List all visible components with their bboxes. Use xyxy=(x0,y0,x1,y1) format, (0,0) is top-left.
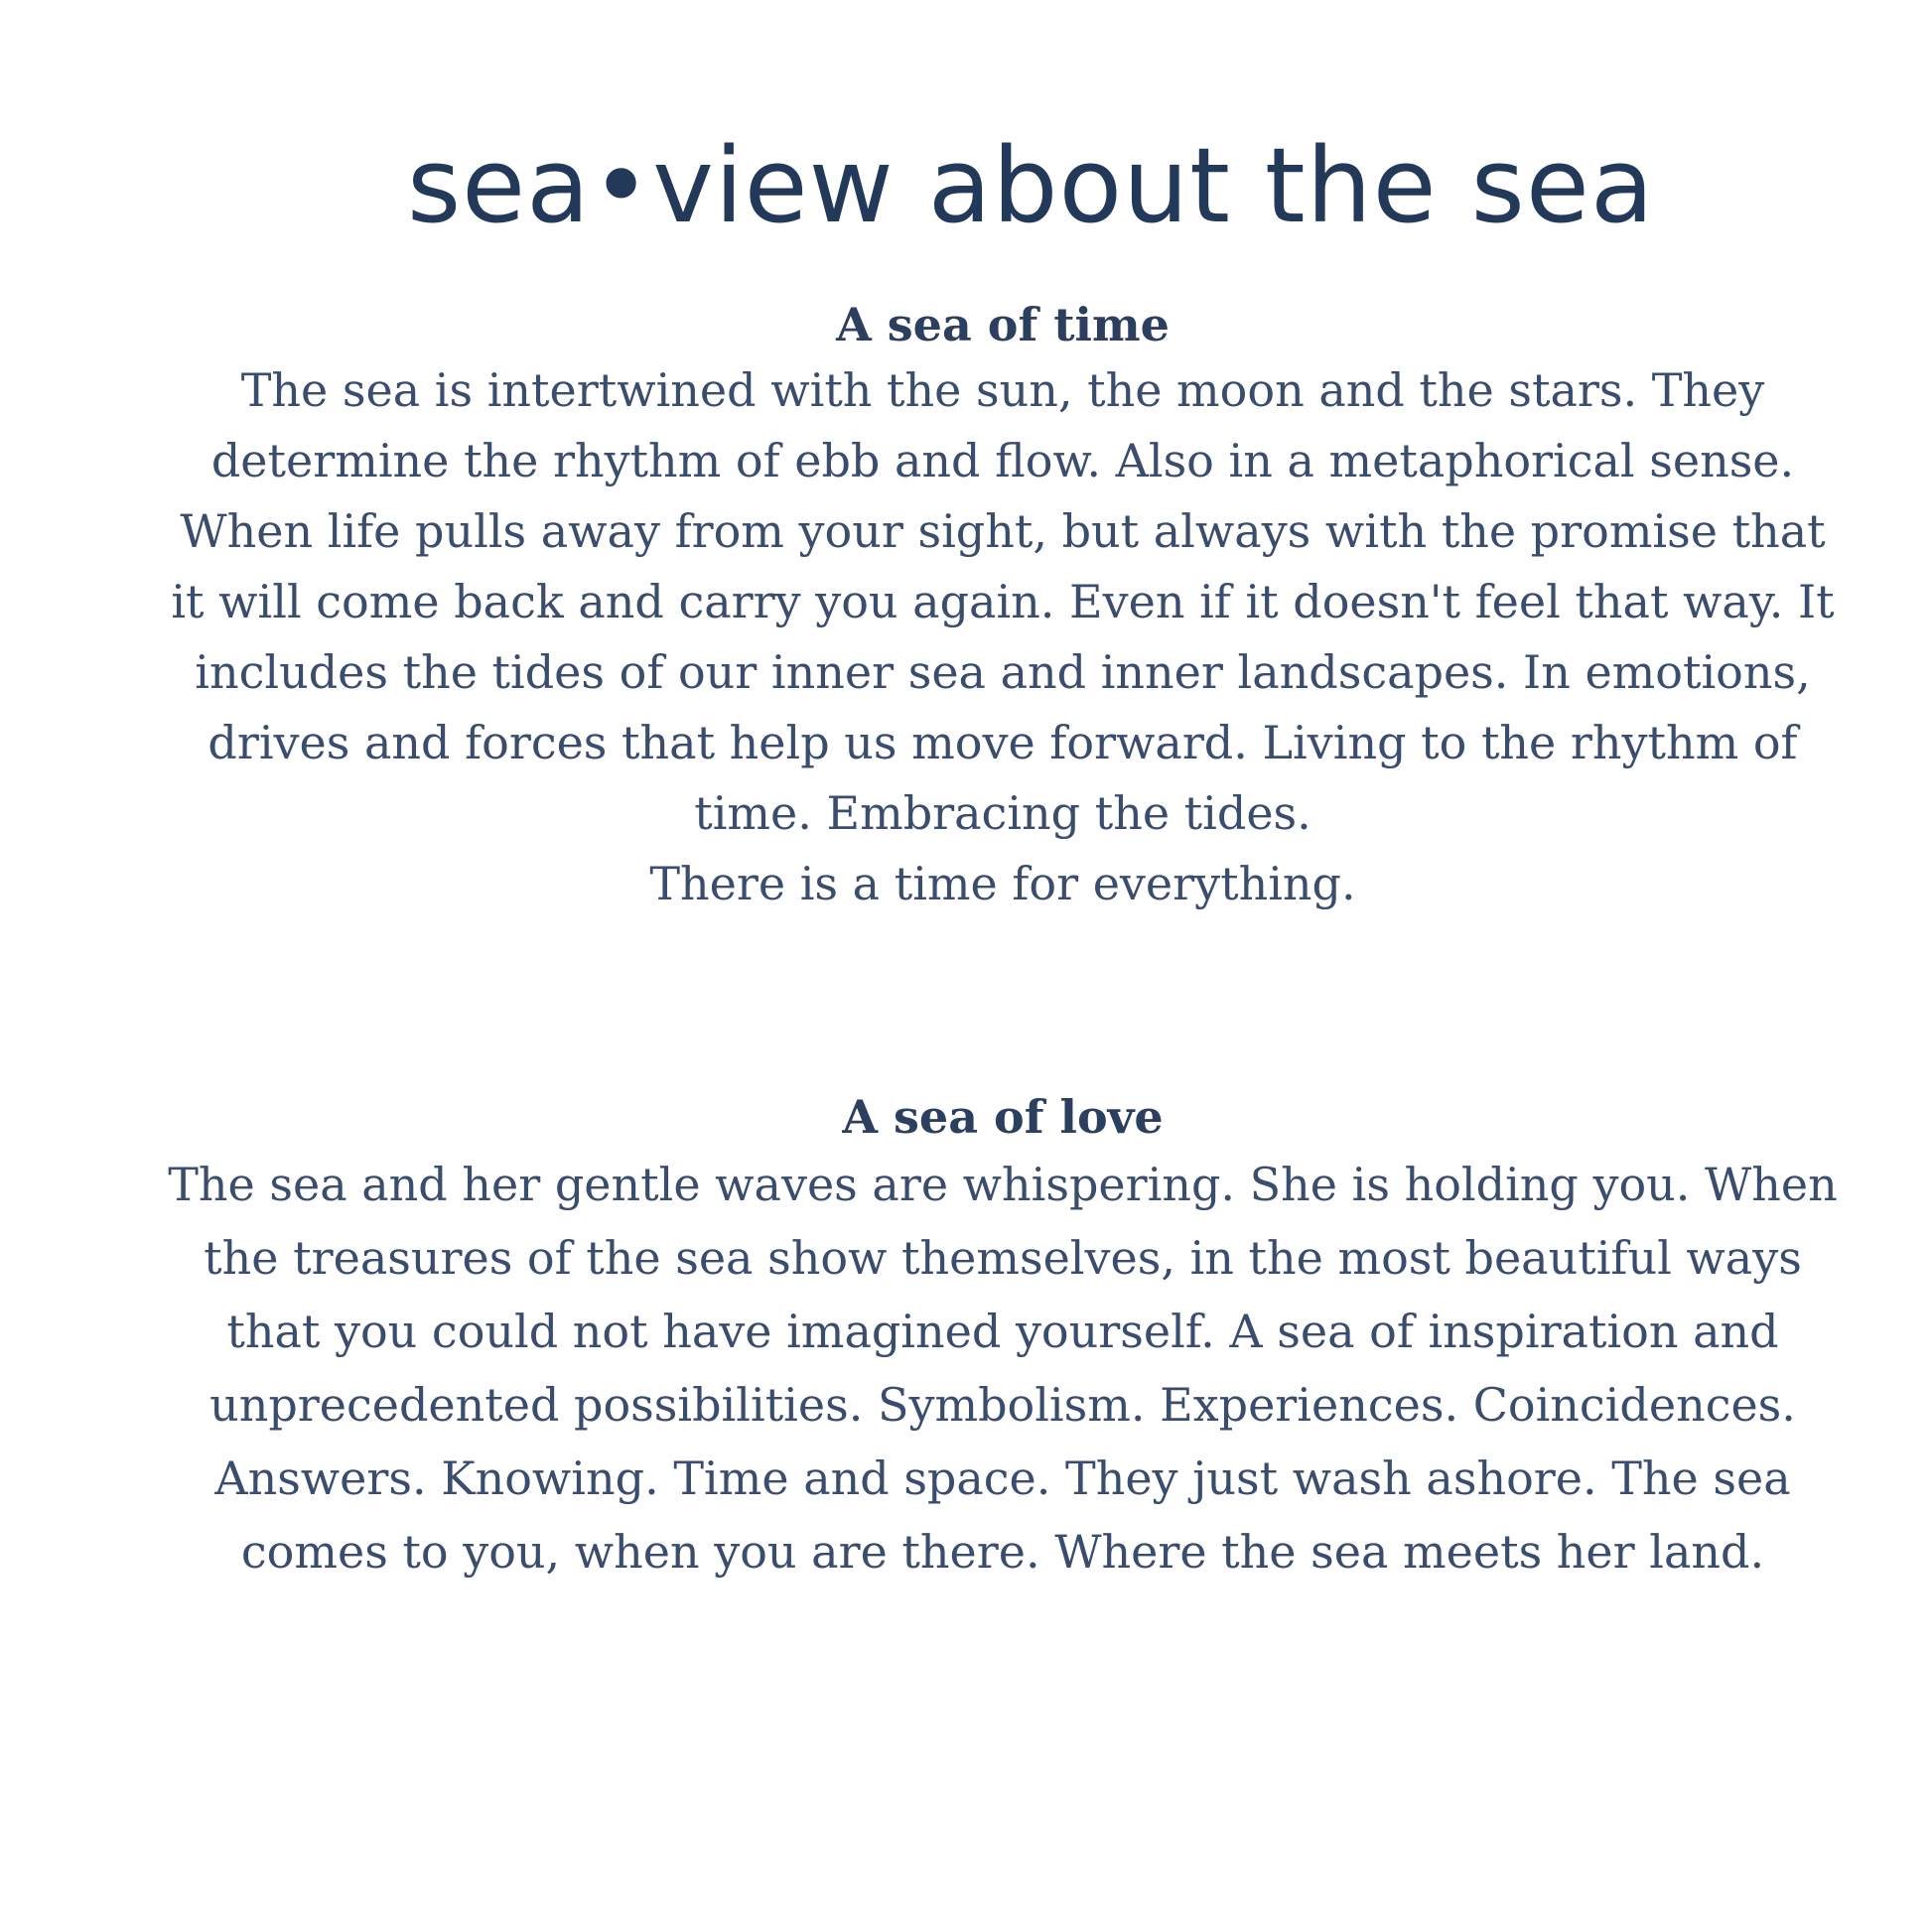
body-line: includes the tides of our inner sea and inner landscapes. In emotions, xyxy=(195,645,1811,699)
body-line: drives and forces that help us move forward. Living to the rhythm of xyxy=(207,716,1798,769)
section-body xyxy=(149,355,1857,919)
body-line: it will come back and carry you again. Even if it doesn't feel that way. It xyxy=(171,575,1835,628)
section-body xyxy=(149,1148,1857,1588)
body-line: Answers. Knowing. Time and space. They just wash ashore. The sea xyxy=(214,1451,1791,1505)
body-line: There is a time for everything. xyxy=(649,857,1356,910)
body-line: the treasures of the sea show themselves, in the most beautiful ways xyxy=(204,1231,1802,1285)
section-heading: A sea of love xyxy=(842,1090,1164,1144)
body-line: When life pulls away from your sight, but always with the promise that xyxy=(180,504,1826,558)
body-line: The sea and her gentle waves are whispering. She is holding you. When xyxy=(168,1158,1838,1211)
body-line: comes to you, when you are there. Where the sea meets her land. xyxy=(240,1525,1765,1579)
body-line: time. Embracing the tides. xyxy=(694,786,1311,840)
section-sea-of-love xyxy=(149,1086,1857,1588)
body-line: unprecedented possibilities. Symbolism. Experiences. Coincidences. xyxy=(209,1378,1796,1432)
body-line: The sea is intertwined with the sun, the moon and the stars. They xyxy=(240,363,1765,417)
body-line: determine the rhythm of ebb and flow. Also in a metaphorical sense. xyxy=(210,434,1795,487)
section-heading: A sea of time xyxy=(836,298,1170,351)
section-sea-of-time xyxy=(149,294,1857,919)
page-title: sea•view about the sea xyxy=(407,125,1655,246)
body-line: that you could not have imagined yourself. A sea of inspiration and xyxy=(226,1305,1779,1358)
